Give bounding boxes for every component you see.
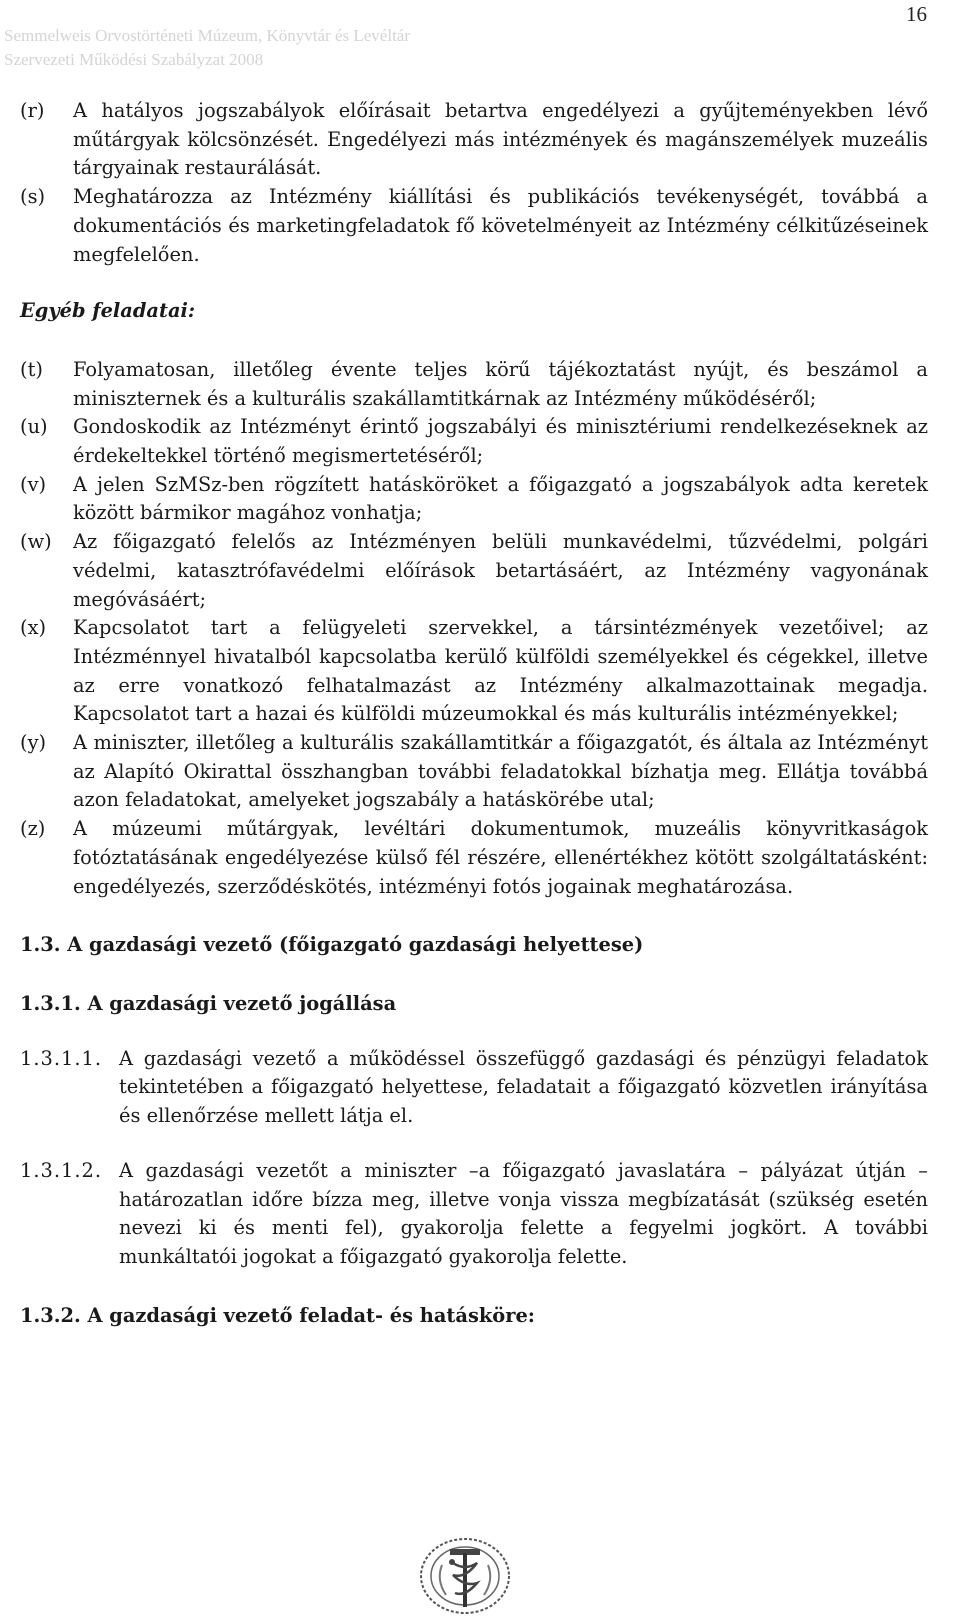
list-item-r — [20, 97, 928, 183]
section-heading-1-3-2: 1.3.2. A gazdasági vezető feladat- és hatásköre: — [20, 1303, 535, 1327]
list-item-text: A múzeumi műtárgyak, levéltári dokumentumok, muzeális könyvritkaságok fotóztatásának engedélyezése külső fél részére, ellenértékhez kötött szolgáltatásként: engedélyezés, szerződéskötés, intézményi fotós jogainak meghatározása. — [73, 817, 928, 898]
list-item-text: Kapcsolatot tart a felügyeleti szervekkel, a társintézmények vezetőivel; az Intézménnyel hivatalból kapcsolatba kerülő külföldi személyekkel és cégekkel, illetve az erre vonatkozó felhatalmazást az Intézmény alkalmazottainak megadja. Kapcsolatot tart a hazai és külföldi múzeumokkal és más kulturális intézményekkel; — [73, 616, 928, 726]
museum-emblem-icon — [416, 1535, 514, 1617]
list-item-text: Folyamatosan, illetőleg évente teljes körű tájékoztatást nyújt, és beszámol a miniszternek és a kulturális szakállamtitkárnak az Intézmény működéséről; — [73, 357, 928, 410]
watermark — [4, 24, 410, 72]
page-number: 16 — [906, 2, 927, 26]
section-heading-1-3: 1.3. A gazdasági vezető (főigazgató gazdasági helyettese) — [20, 933, 644, 957]
list-item-label: (x) — [20, 616, 47, 640]
list-item-label: (u) — [20, 415, 48, 439]
list-item-label: (z) — [20, 817, 46, 841]
paragraph-number: 1.3.1.2. — [20, 1158, 103, 1182]
paragraph-number: 1.3.1.1. — [20, 1046, 103, 1070]
paragraph-text: A gazdasági vezetőt a miniszter –a főigazgató javaslatára – pályázat útján – határozatlan időre bízza meg, illetve vonja vissza megbízatását (szükség esetén nevezi ki és menti fel), gyakorolja felette a fegyelmi jogkört. A további munkáltatói jogokat a főigazgató gyakorolja felette. — [119, 1158, 928, 1268]
subheading-other-tasks: Egyéb feladatai: — [20, 299, 196, 323]
list-item-text: A miniszter, illetőleg a kulturális szakállamtitkár a főigazgatót, és általa az Intézményt az Alapító Okirattal összhangban további feladatokkal bízhatja meg. Ellátja továbbá azon feladatokat, amelyeket jogszabály a hatáskörébe utal; — [73, 731, 928, 812]
watermark-line-1: Semmelweis Orvostörténeti Múzeum, Könyvtár és Levéltár — [4, 26, 410, 45]
list-item-text: A jelen SzMSz-ben rögzített hatásköröket a főigazgató a jogszabályok adta keretek között bármikor magához vonhatja; — [73, 472, 928, 525]
list-item-label: (w) — [20, 530, 52, 554]
list-item-u — [20, 413, 928, 470]
paragraph-1-3-1-1 — [20, 1045, 928, 1131]
list-item-label: (v) — [20, 472, 47, 496]
list-item-x — [20, 614, 928, 729]
watermark-line-2: Szervezeti Működési Szabályzat 2008 — [4, 50, 264, 69]
list-item-label: (y) — [20, 731, 47, 755]
list-item-v — [20, 471, 928, 528]
list-item-text: Az főigazgató felelős az Intézményen belüli munkavédelmi, tűzvédelmi, polgári védelmi, katasztrófavédelmi előírások betartásáért, az Intézmény vagyonának megóvásáért; — [73, 530, 928, 611]
list-item-text: Meghatározza az Intézmény kiállítási és publikációs tevékenységét, továbbá a dokumentációs és marketingfeladatok fő követelményeit az Intézmény célkitűzéseinek megfelelően. — [73, 185, 928, 266]
list-item-y — [20, 729, 928, 815]
list-item-label: (r) — [20, 99, 45, 122]
section-heading-1-3-1: 1.3.1. A gazdasági vezető jogállása — [20, 991, 397, 1015]
list-item-label: (s) — [20, 185, 46, 209]
list-item-text: A hatályos jogszabályok előírásait betartva engedélyezi a gyűjteményekben lévő műtárgyak kölcsönzését. Engedélyezi más intézmények és magánszemélyek muzeális tárgyainak restaurálását. — [73, 99, 928, 180]
paragraph-text: A gazdasági vezető a működéssel összefüggő gazdasági és pénzügyi feladatok tekintetében a főigazgató helyettese, feladatait a főigazgató közvetlen irányítása és ellenőrzése mellett látja el. — [119, 1046, 928, 1128]
list-item-t — [20, 356, 928, 413]
list-item-z — [20, 815, 928, 901]
list-item-label: (t) — [20, 357, 43, 381]
list-item-w — [20, 528, 928, 614]
paragraph-1-3-1-2 — [20, 1157, 928, 1272]
list-item-text: Gondoskodik az Intézményt érintő jogszabályi és minisztériumi rendelkezéseknek az érdekeltekkel történő megismertetéséről; — [73, 415, 928, 468]
document-body — [20, 97, 928, 1330]
list-item-s — [20, 183, 928, 269]
